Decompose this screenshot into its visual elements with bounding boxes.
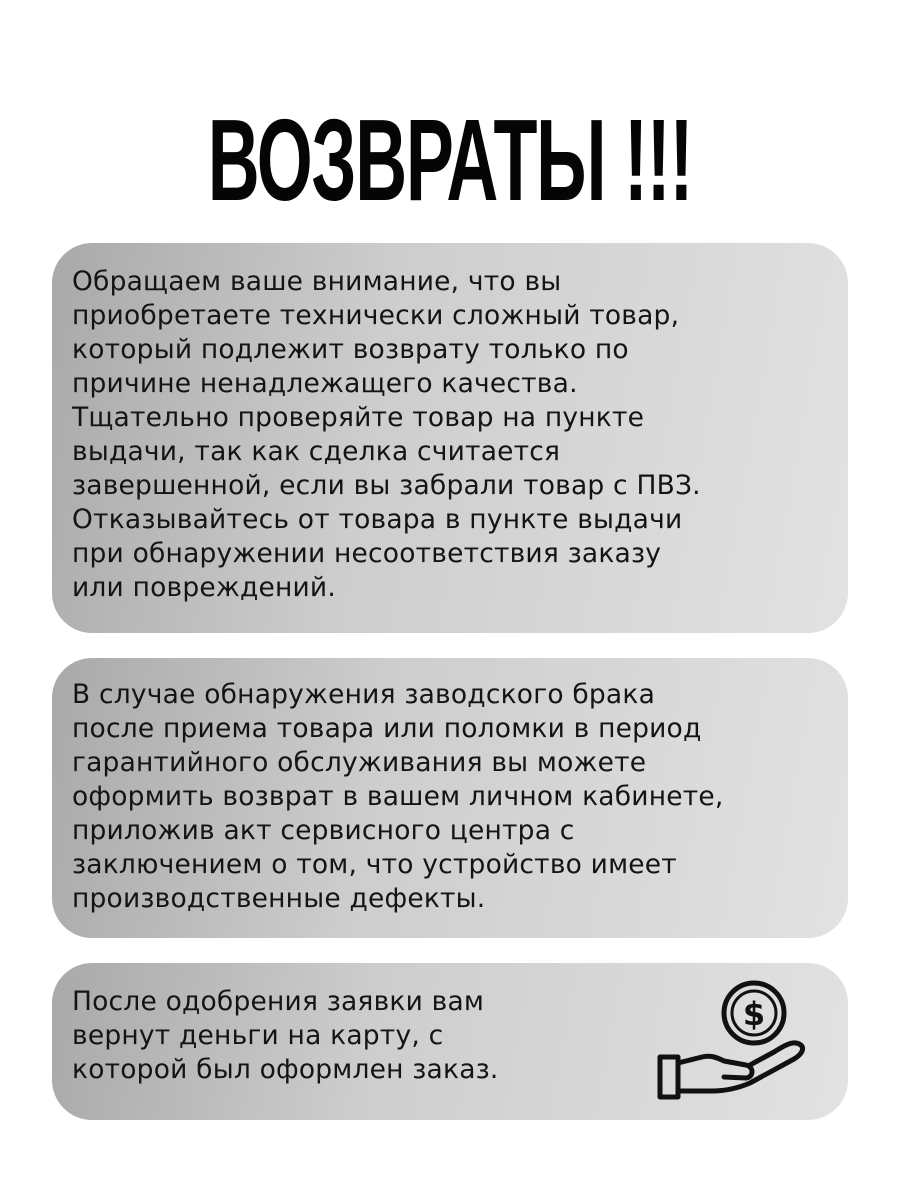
svg-text:$: $ (742, 995, 766, 1033)
info-card-inspection (52, 243, 848, 633)
info-card-defect-return (52, 658, 848, 938)
refund-text: После одобрения заявки вам вернут деньги на карту, с которой был оформлен заказ. (72, 986, 499, 1085)
inspection-notice-text: Обращаем ваше внимание, что вы приобретаете технически сложный товар, который подлежит возврату только по причине ненадлежащего качества. Тщательно проверяйте товар на пункте выдачи, так как сделка считается завершенной, если вы забрали товар с ПВЗ. Отказывайтесь от товара в пункте выдачи при обнаружении несоответствия заказу или повреждений. (72, 266, 701, 603)
hand-coin-dollar-icon (654, 977, 814, 1107)
defect-return-text: В случае обнаружения заводского брака после приема товара или поломки в период гарантийного обслуживания вы можете оформить возврат в вашем личном кабинете, приложив акт сервисного центра с заключением о том, что устройство имеет производственные дефекты. (72, 679, 724, 914)
page-title: ВОЗВРАТЫ !!! (207, 95, 693, 225)
info-card-refund (52, 963, 848, 1120)
